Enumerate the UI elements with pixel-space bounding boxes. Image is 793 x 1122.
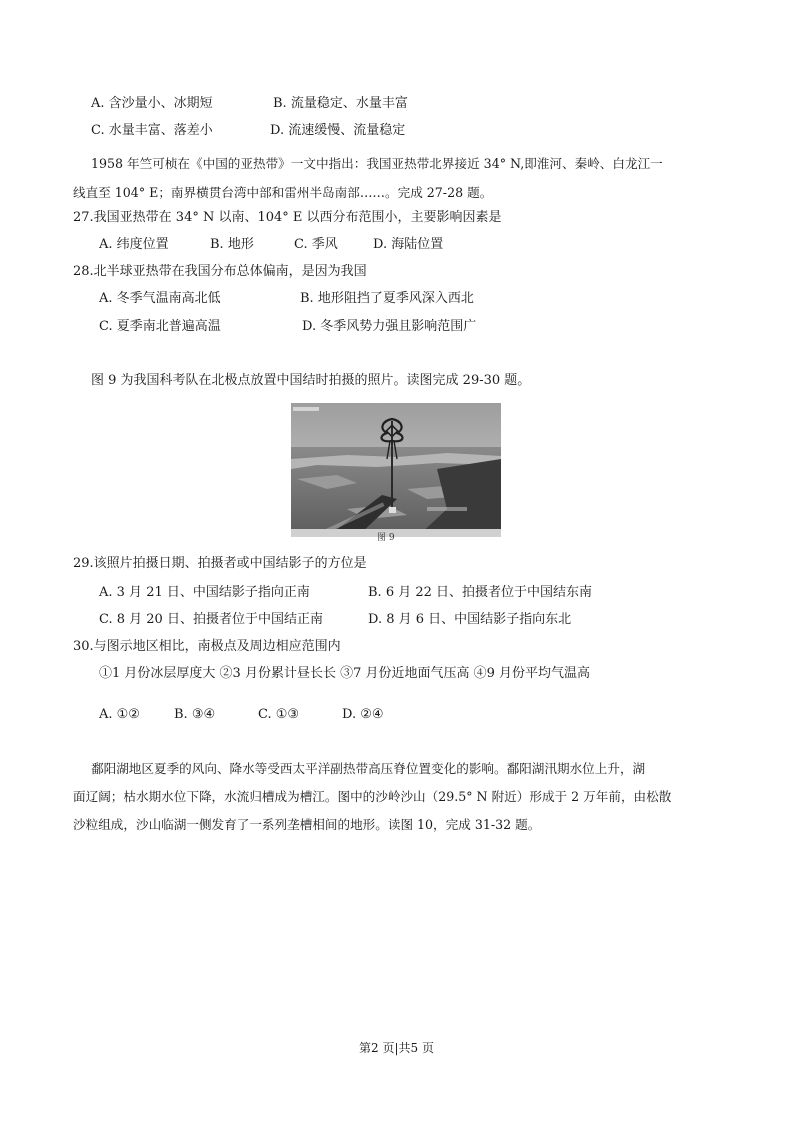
q28-option-a: A. 冬季气温南高北低 [99,291,221,306]
q30-option-c: C. ①③ [258,707,300,722]
intro-31-32-line3: 沙粒组成，沙山临湖一侧发育了一系列垄槽相间的地形。读图 10，完成 31-32 题。 [73,817,541,832]
page-footer: 第2 页|共5 页 [359,1041,434,1055]
q29-stem: 29.该照片拍摄日期、拍摄者或中国结影子的方位是 [73,556,367,571]
q26-option-d: D. 流速缓慢、流量稳定 [270,123,406,138]
q27-option-d: D. 海陆位置 [373,237,444,252]
q28-option-d: D. 冬季风势力强且影响范围广 [302,319,477,334]
q27-option-b: B. 地形 [210,237,254,252]
intro-31-32-line2: 面辽阔；枯水期水位下降，水流归槽成为槽江。图中的沙岭沙山（29.5° N 附近）形成于 2 万年前，由松散 [73,789,672,804]
q30-option-b: B. ③④ [174,707,216,722]
intro-27-28-line2: 线直至 104° E；南界横贯台湾中部和雷州半岛南部……。完成 27-28 题。 [73,185,493,200]
q27-stem: 27.我国亚热带在 34° N 以南、104° E 以西分布范围小，主要影响因素是 [73,210,502,225]
intro-27-28-line1: 1958 年竺可桢在《中国的亚热带》一文中指出：我国亚热带北界接近 34° N,即淮河、秦岭、白龙江一 [91,156,663,171]
q26-option-a: A. 含沙量小、冰期短 [91,96,213,111]
q29-option-a: A. 3 月 21 日、中国结影子指向正南 [99,585,310,600]
q30-items: ①1 月份冰层厚度大 ②3 月份累计昼长长 ③7 月份近地面气压高 ④9 月份平均气温高 [99,666,591,681]
q30-stem: 30.与图示地区相比，南极点及周边相应范围内 [73,639,341,654]
q28-stem: 28.北半球亚热带在我国分布总体偏南，是因为我国 [73,264,367,279]
figure-caption: 图 9 [377,533,395,543]
q29-option-d: D. 8 月 6 日、中国结影子指向东北 [368,612,572,627]
q26-option-b: B. 流量稳定、水量丰富 [273,96,408,111]
intro-29-30: 图 9 为我国科考队在北极点放置中国结时拍摄的照片。读图完成 29-30 题。 [91,373,531,388]
figure-9-photo [287,399,505,547]
q28-option-c: C. 夏季南北普遍高温 [99,319,221,334]
q27-option-a: A. 纬度位置 [99,237,169,252]
q30-option-d: D. ②④ [342,707,384,722]
q26-option-c: C. 水量丰富、落差小 [91,123,213,138]
q28-option-b: B. 地形阻挡了夏季风深入西北 [300,291,474,306]
intro-31-32-line1: 鄱阳湖地区夏季的风向、降水等受西太平洋副热带高压脊位置变化的影响。鄱阳湖汛期水位上升，湖 [91,761,646,776]
q30-option-a: A. ①② [99,707,140,722]
q29-option-c: C. 8 月 20 日、拍摄者位于中国结正南 [99,612,323,627]
q27-option-c: C. 季风 [294,237,338,252]
q29-option-b: B. 6 月 22 日、拍摄者位于中国结东南 [368,585,593,600]
